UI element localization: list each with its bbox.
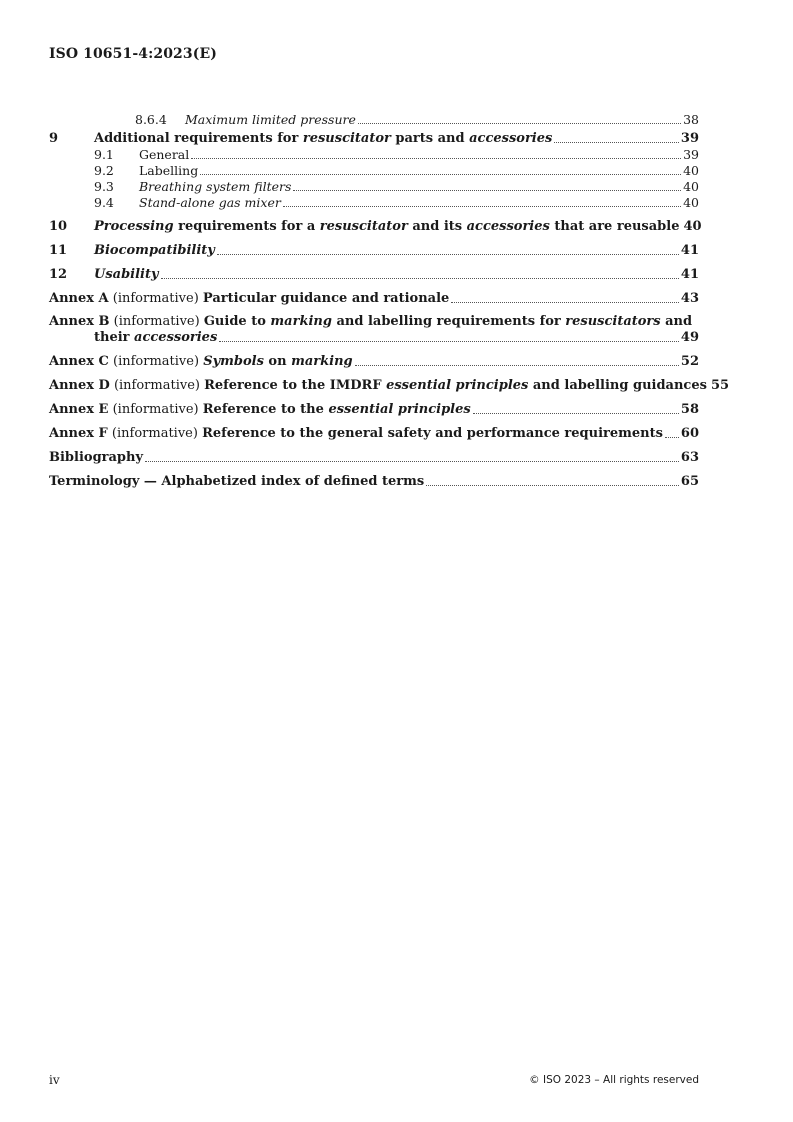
- dot-leader: [473, 412, 679, 414]
- toc-entry-title: Biocompatibility: [94, 243, 215, 258]
- footer-copyright: © ISO 2023 – All rights reserved: [529, 1074, 699, 1086]
- toc-entry-page: 40: [683, 179, 699, 194]
- toc-entry-title: Annex A (informative) Particular guidance and rationale: [49, 291, 450, 306]
- toc-entry-title: Annex C (informative) Symbols on marking: [49, 354, 353, 369]
- toc-entry-page: 63: [680, 450, 699, 465]
- toc-entry-page: 65: [680, 474, 699, 489]
- table-of-contents: [49, 112, 730, 490]
- toc-entry-annex-c[interactable]: [49, 353, 699, 370]
- toc-entry-page: 49: [680, 330, 699, 345]
- toc-entry-9-2[interactable]: [49, 163, 699, 179]
- toc-entry-number: 12: [49, 267, 68, 282]
- toc-entry-title: Labelling: [139, 163, 199, 178]
- dot-leader: [200, 173, 681, 175]
- toc-entry-title: Additional requirements for resuscitator parts and accessories: [94, 131, 553, 146]
- toc-entry-annex-e[interactable]: [49, 401, 699, 418]
- toc-entry-title: Usability: [94, 267, 159, 282]
- toc-entry-8-6-4[interactable]: [49, 112, 699, 128]
- toc-entry-12[interactable]: [49, 266, 699, 283]
- toc-entry-page: 41: [680, 267, 699, 282]
- dot-leader: [217, 253, 679, 255]
- toc-entry-9[interactable]: [49, 130, 699, 147]
- toc-entry-9-1[interactable]: [49, 147, 699, 163]
- toc-entry-number: 9: [49, 131, 59, 146]
- toc-entry-title: General: [139, 147, 190, 162]
- footer-page-number: iv: [49, 1073, 60, 1087]
- dot-leader: [219, 340, 679, 342]
- toc-entry-page: 43: [680, 291, 699, 306]
- toc-entry-title: Annex B (informative) Guide to marking and labelling requirements for resuscitators and: [49, 314, 693, 329]
- dot-leader: [665, 436, 679, 438]
- toc-entry-page: 38: [683, 112, 699, 127]
- toc-entry-title: Annex D (informative) Reference to the IMDRF essential principles and labelling guidances: [49, 378, 707, 393]
- document-header-title: ISO 10651-4:2023(E): [49, 46, 217, 62]
- toc-entry-bibliography[interactable]: [49, 449, 699, 466]
- toc-entry-annex-b[interactable]: [49, 314, 699, 346]
- toc-entry-number: 9.3: [94, 179, 114, 194]
- toc-entry-title-continuation: their accessories 49: [94, 330, 699, 345]
- dot-leader: [145, 460, 679, 462]
- dot-leader: [451, 301, 679, 303]
- toc-entry-number: 8.6.4: [135, 112, 167, 127]
- toc-entry-page: 41: [680, 243, 699, 258]
- toc-entry-number: 10: [49, 219, 68, 234]
- toc-entry-title: Annex F (informative) Reference to the general safety and performance requirements: [49, 426, 663, 441]
- toc-entry-title: Maximum limited pressure: [185, 112, 356, 127]
- toc-entry-annex-a[interactable]: [49, 290, 699, 307]
- dot-leader: [293, 189, 681, 191]
- toc-entry-page: 39: [680, 131, 699, 146]
- toc-entry-title: Stand-alone gas mixer: [139, 195, 281, 210]
- toc-entry-page: 60: [680, 426, 699, 441]
- toc-entry-title: Terminology — Alphabetized index of defined terms: [49, 474, 425, 489]
- toc-entry-page: 52: [680, 354, 699, 369]
- toc-entry-10[interactable]: [49, 218, 702, 235]
- dot-leader: [426, 484, 679, 486]
- toc-entry-title: Bibliography: [49, 450, 144, 465]
- dot-leader: [283, 205, 681, 207]
- toc-entry-11[interactable]: [49, 242, 699, 259]
- toc-entry-page: 55: [710, 378, 730, 393]
- toc-entry-terminology[interactable]: [49, 473, 699, 490]
- toc-entry-annex-d[interactable]: [49, 377, 730, 394]
- dot-leader: [191, 157, 681, 159]
- toc-entry-number: 11: [49, 243, 68, 258]
- toc-entry-title: Annex E (informative) Reference to the essential principles: [49, 402, 471, 417]
- toc-entry-page: 58: [680, 402, 699, 417]
- toc-entry-page: 40: [683, 219, 702, 234]
- dot-leader: [358, 122, 681, 124]
- toc-entry-annex-f[interactable]: [49, 425, 699, 442]
- toc-entry-title: Processing requirements for a resuscitator and its accessories that are reusable: [94, 219, 680, 234]
- toc-entry-number: 9.4: [94, 195, 114, 210]
- dot-leader: [554, 141, 679, 143]
- toc-entry-9-4[interactable]: [49, 195, 699, 211]
- toc-entry-page: 40: [683, 195, 699, 210]
- toc-entry-9-3[interactable]: [49, 179, 699, 195]
- toc-entry-title: Breathing system filters: [139, 179, 292, 194]
- toc-entry-page: 39: [683, 147, 699, 162]
- dot-leader: [355, 364, 679, 366]
- toc-entry-number: 9.1: [94, 147, 114, 162]
- toc-entry-page: 40: [683, 163, 699, 178]
- toc-entry-number: 9.2: [94, 163, 114, 178]
- dot-leader: [161, 277, 679, 279]
